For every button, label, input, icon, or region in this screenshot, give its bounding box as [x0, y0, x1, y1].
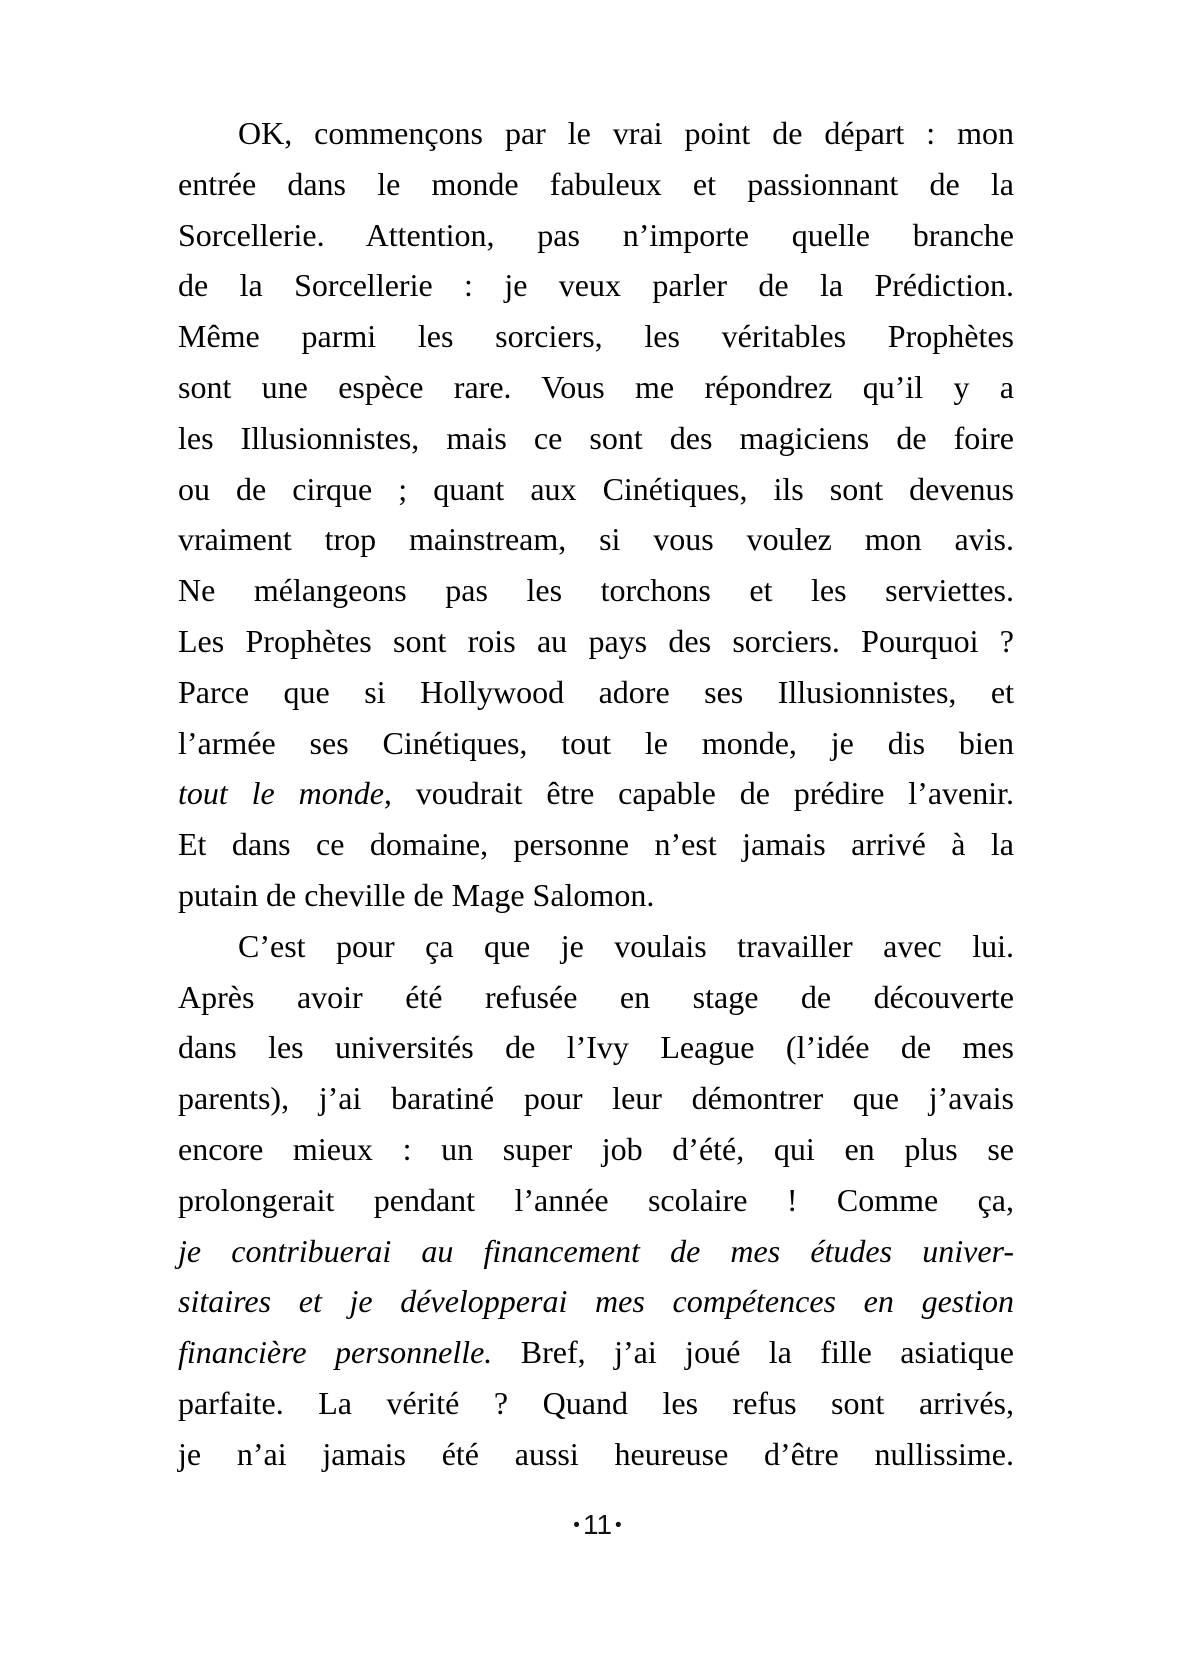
body-text: entrée dans le monde fabuleux et passionnant de la [178, 165, 1014, 202]
text-line [178, 1276, 1014, 1327]
body-text: dans les universités de l’Ivy League (l’idée de mes [178, 1029, 1014, 1066]
body-text: l’armée ses Cinétiques, tout le monde, je dis bien [178, 724, 1014, 761]
body-text: ou de cirque ; quant aux Cinétiques, ils sont devenus [178, 470, 1014, 507]
text-line [178, 972, 1014, 1023]
text-line [178, 718, 1014, 769]
text-line [178, 819, 1014, 870]
italic-text: je contribuerai au financement de mes études univer- [178, 1232, 1014, 1269]
paragraph [178, 108, 1014, 921]
text-line [178, 1429, 1014, 1480]
body-text: Même parmi les sorciers, les véritables Prophètes [178, 318, 1014, 355]
body-text: C’est pour ça que je voulais travailler avec lui. [238, 927, 1014, 964]
body-text: encore mieux : un super job d’été, qui en plus se [178, 1130, 1014, 1167]
body-text: Sorcellerie. Attention, pas n’importe quelle branche [178, 216, 1014, 253]
text-line [178, 108, 1014, 159]
text-line [178, 1378, 1014, 1429]
body-text: de la Sorcellerie : je veux parler de la Prédiction. [178, 267, 1014, 304]
body-text: parents), j’ai baratiné pour leur démontrer que j’avais [178, 1080, 1014, 1117]
paragraph [178, 921, 1014, 1480]
body-text: Parce que si Hollywood adore ses Illusionnistes, et [178, 673, 1014, 710]
folio-left-dot: • [573, 1515, 580, 1536]
italic-text: tout le monde, [178, 775, 392, 812]
text-block [178, 108, 1014, 1480]
text-line [178, 921, 1014, 972]
body-text: prolongerait pendant l’année scolaire ! Comme ça, [178, 1181, 1014, 1218]
folio-right-dot: • [615, 1515, 622, 1536]
folio-number: 11 [582, 1509, 613, 1540]
body-text: OK, commençons par le vrai point de départ : mon [238, 115, 1014, 151]
text-line [178, 210, 1014, 261]
body-text: Bref, j’ai joué la fille asiatique [492, 1334, 1015, 1371]
text-line [178, 413, 1014, 464]
text-line [178, 1175, 1014, 1226]
text-line [178, 1073, 1014, 1124]
italic-text: sitaires et je développerai mes compétences en gestion [178, 1283, 1014, 1320]
text-line [178, 1022, 1014, 1073]
text-line [178, 870, 1014, 921]
body-text: parfaite. La vérité ? Quand les refus sont arrivés, [178, 1384, 1014, 1421]
italic-text: financière personnelle. [178, 1334, 493, 1371]
paragraph-indent [178, 956, 238, 957]
body-text: sont une espèce rare. Vous me répondrez qu’il y a [178, 368, 1014, 405]
text-line [178, 464, 1014, 515]
body-text: putain de cheville de Mage Salomon. [178, 876, 655, 913]
text-line [178, 159, 1014, 210]
body-text: voudrait être capable de prédire l’avenir. [391, 775, 1015, 812]
text-line [178, 311, 1014, 362]
text-line [178, 768, 1014, 819]
body-text: Les Prophètes sont rois au pays des sorciers. Pourquoi ? [178, 622, 1014, 659]
body-text: Ne mélangeons pas les torchons et les serviettes. [178, 572, 1014, 609]
body-text: Et dans ce domaine, personne n’est jamais arrivé à la [178, 826, 1014, 863]
text-line [178, 260, 1014, 311]
text-line [178, 1226, 1014, 1277]
body-text: les Illusionnistes, mais ce sont des magiciens de foire [178, 419, 1014, 456]
text-line [178, 1327, 1014, 1378]
body-text: Après avoir été refusée en stage de découverte [178, 978, 1014, 1015]
paragraph-indent [178, 143, 238, 144]
text-line [178, 616, 1014, 667]
body-text: vraiment trop mainstream, si vous voulez mon avis. [178, 521, 1014, 558]
text-line [178, 362, 1014, 413]
text-line [178, 565, 1014, 616]
page-number [0, 1508, 1195, 1543]
body-text: je n’ai jamais été aussi heureuse d’être nullissime. [178, 1435, 1014, 1472]
text-line [178, 514, 1014, 565]
text-line [178, 1124, 1014, 1175]
text-line [178, 667, 1014, 718]
